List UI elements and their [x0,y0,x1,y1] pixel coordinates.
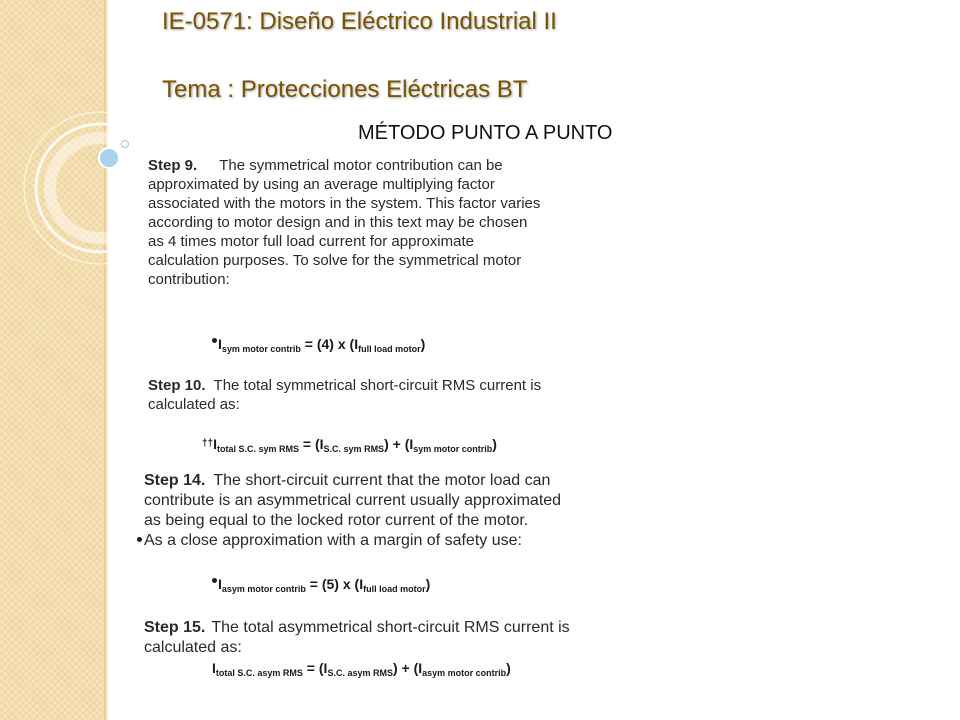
slide-title-course: IE-0571: Diseño Eléctrico Industrial II [162,8,557,35]
step10-text [148,376,541,414]
step9-line7: contribution: [148,271,230,288]
step14-line1: Step 14. The short-circuit current that the motor load can [144,472,551,489]
step10-label: Step 10. [148,377,206,394]
step9-label: Step 9. [148,157,198,174]
step14-line4: As a close approximation with a margin of safety use: [144,532,522,549]
step9-line6: calculation purposes. To solve for the symmetrical motor [148,252,522,269]
step14-line3: as being equal to the locked rotor current of the motor. [144,512,529,529]
step15-line2: calculated as: [144,639,242,656]
step14-label: Step 14. [144,472,206,489]
decorative-circles [0,0,220,720]
step15-line1: Step 15. The total asymmetrical short-circuit RMS current is [144,619,570,636]
formula-bullet [212,578,217,583]
paragraph-bullet [137,537,142,542]
step9-text [148,156,540,289]
step9-line3: associated with the motors in the system. This factor varies [148,195,541,212]
step14-formula: $I_{asym motor contrib} = (5)$ x $(I_{full load motor})$ [218,576,431,594]
step15-formula: $I_{total S.C. asym RMS} = (I_{S.C. asym RMS}) + (I_{asym motor contrib})$ [212,660,511,678]
step14-text [144,471,561,551]
step9-line1: Step 9. The symmetrical motor contribution can be [148,157,503,174]
step9-line4: according to motor design and in this text may be chosen [148,214,528,231]
formula-bullet [212,338,217,343]
step9-line5: as 4 times motor full load current for approximate [148,233,474,250]
step9-formula: $I_{sym motor contrib} = (4)$ x $(I_{full load motor})$ [218,336,426,354]
slide-subtitle: MÉTODO PUNTO A PUNTO [358,122,613,144]
step10-line1: Step 10. The total symmetrical short-circuit RMS current is [148,377,542,394]
step15-label: Step 15. [144,619,206,636]
step14-line2: contribute is an asymmetrical current usually approximated [144,492,562,509]
step10-formula: $^{\dagger\dagger}I_{total S.C. sym RMS} = (I_{S.C. sym RMS}) + (I_{sym motor contrib})$ [202,436,497,454]
step15-text [144,618,570,658]
step10-line2: calculated as: [148,396,240,413]
slide-title-topic: Tema : Protecciones Eléctricas BT [162,76,528,103]
step9-line2: approximated by using an average multiplying factor [148,176,495,193]
